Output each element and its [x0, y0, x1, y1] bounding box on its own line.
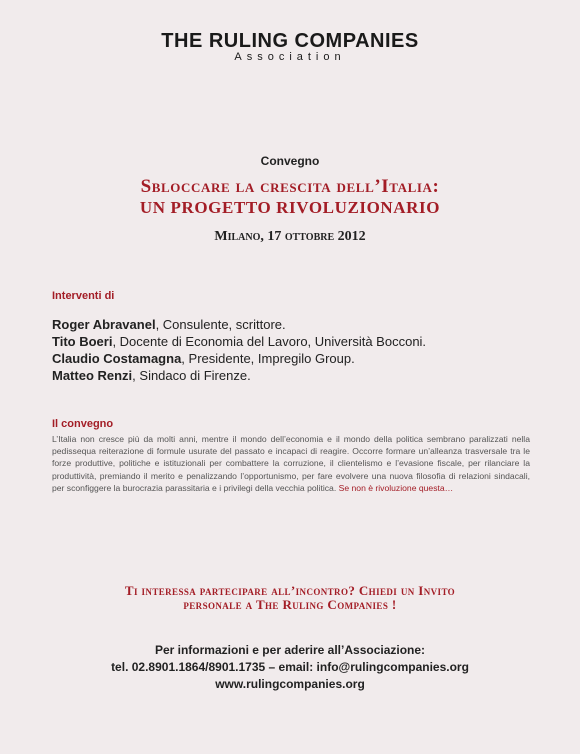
event-title — [0, 176, 580, 218]
speaker-item — [52, 333, 532, 350]
event-title-line2: UN PROGETTO RIVOLUZIONARIO — [139, 198, 441, 217]
event-type: Convegno — [260, 154, 320, 168]
about-accent-text: Se non è rivoluzione questa… — [338, 482, 454, 493]
contact-info — [0, 642, 580, 693]
event-date: Milano, 17 ottobre 2012 — [214, 229, 366, 244]
organization-subtitle: Association — [234, 51, 346, 63]
letterhead — [0, 30, 580, 63]
event-title-line1: Sbloccare la crescita dell’Italia: — [140, 176, 440, 197]
speaker-item — [52, 367, 532, 384]
speaker-item — [52, 316, 532, 333]
speaker-role: , Presidente, Impregilo Group. — [181, 351, 355, 366]
speakers-list — [52, 316, 532, 384]
contact-phone-email: tel. 02.8901.1864/8901.1735 – email: info@rulingcompanies.org — [111, 660, 469, 674]
contact-website: www.rulingcompanies.org — [215, 677, 365, 691]
speaker-name: Roger Abravanel — [52, 317, 156, 332]
speaker-name: Tito Boeri — [52, 334, 113, 349]
invitation-line2: personale a The Ruling Companies ! — [183, 597, 397, 612]
speaker-name: Claudio Costamagna — [52, 351, 182, 366]
speaker-role: , Docente di Economia del Lavoro, Università Bocconi. — [112, 334, 427, 349]
speaker-item — [52, 350, 532, 367]
contact-intro: Per informazioni e per aderire all’Associazione: — [154, 643, 426, 657]
speaker-name: Matteo Renzi — [52, 368, 133, 383]
about-paragraph — [52, 433, 530, 494]
about-heading: Il convegno — [52, 418, 114, 430]
invitation-line1: Ti interessa partecipare all’incontro? Chiedi un Invito — [124, 583, 456, 598]
speaker-role: , Sindaco di Firenze. — [132, 368, 251, 383]
organization-name: THE RULING COMPANIES — [161, 30, 419, 52]
invitation-callout — [0, 584, 580, 612]
about-text: L’Italia non cresce più da molti anni, mentre il mondo dell’economia e il mondo della politica sembrano paralizzati nella pedissequa reiterazione di formule usurate del passato e incapaci di reagire. Occorre formare un’alleanza trasversale tra le forze produttive, politiche e istituzionali per combattere la corruzione, il clientelismo e l’evasione fiscale, per rilanciare la produttività, premiando il merito e penalizzando l’opportunismo, per fare evolvere una nuova filosofia di relazioni sindacali, per sconfiggere la burocrazia parassitaria e i privilegi della vecchia politica. — [52, 434, 530, 493]
speakers-heading: Interventi di — [52, 290, 115, 302]
speaker-role: , Consulente, scrittore. — [155, 317, 286, 332]
